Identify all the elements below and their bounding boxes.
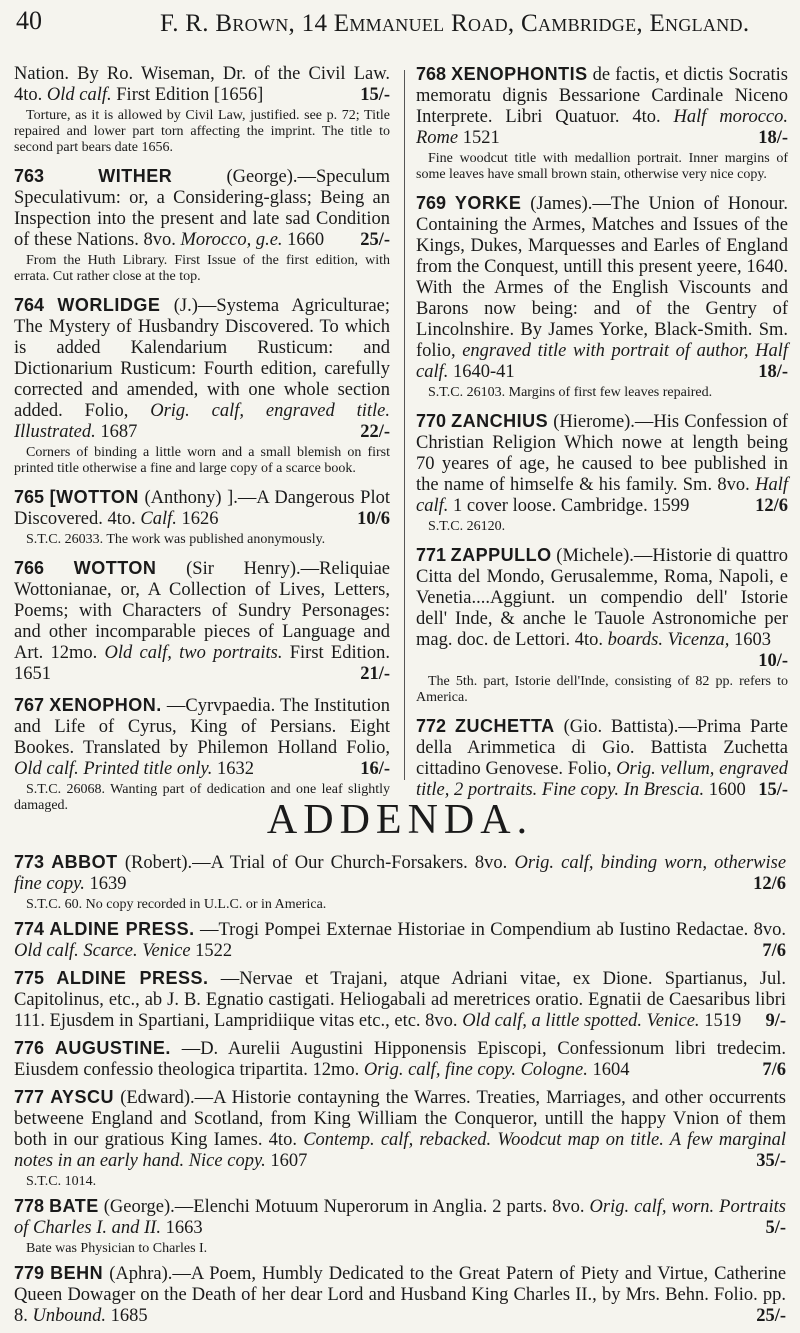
entry-date: 1600 xyxy=(708,780,746,800)
entry-author: [WOTTON xyxy=(49,487,139,507)
entry-author: WORLIDGE xyxy=(57,295,161,315)
entry-price: 25/- xyxy=(756,1306,786,1326)
entry-number: 768 xyxy=(416,64,447,84)
entry-price: 35/- xyxy=(756,1151,786,1171)
entry-title: (Edward).—A Historie contayning the Warres. Treaties, Marriages, and other occurrents betweene England and Scotland, from King William the Conqueror, untill the happy Vnion of them both in our gratious King Iames. 4to. xyxy=(14,1088,786,1150)
entry-title: de factis, et dictis Socratis memoratu dignis Bessarione Cardinale Niceno Interprete. Libri Quatuor. 4to. xyxy=(416,65,789,127)
entry-note: S.T.C. 26103. Margins of first few leaves repaired. xyxy=(428,385,713,400)
entry-author: ABBOT xyxy=(51,852,118,872)
entry-date: 1632 xyxy=(216,759,254,779)
entry-price: 12/6 xyxy=(755,496,788,516)
entry-note: Corners of binding a little worn and a small blemish on first printed title otherwise a fine and large copy of a scarce book. xyxy=(14,445,390,476)
entry-title: (Gio. Battista).—Prima Parte della Arimmetica di Gio. Battista Zuchetta cittadino Genovese. Folio, xyxy=(416,717,788,779)
entry-note: S.T.C. 26068. Wanting part of dedication and one leaf slightly damaged. xyxy=(14,782,390,813)
catalogue-entry xyxy=(14,487,390,548)
entry-title: —Trogi Pompei Externae Historiae in Compendium ab Iustino Redactae. 8vo. xyxy=(200,920,787,940)
entry-number: 778 xyxy=(14,1196,45,1216)
entry-date: 1660 xyxy=(287,230,325,250)
entry-note: Fine woodcut title with medallion portrait. Inner margins of some leaves have small brown stain, otherwise very nice copy. xyxy=(416,151,788,182)
entry-date: First Edition [1656] xyxy=(116,85,264,105)
entry-note: The 5th. part, Istorie dell'Inde, consisting of 82 pp. refers to America. xyxy=(416,674,788,705)
entry-binding: Orig. calf, binding worn, otherwise fine copy. xyxy=(14,853,787,894)
entry-number: 779 xyxy=(14,1263,45,1283)
entry-number: 764 xyxy=(14,295,45,315)
entry-number: 765 xyxy=(14,487,45,507)
entry-title: —Nervae et Trajani, atque Adriani vitae, ex Dione. Spartianus, Jul. Capitolinus, etc., ab J. B. Egnatio castigati. Heliogabali ad meretrices oratio. Egnatii de Caesaribus libri 111. Ejusdem in Spartiani, Lampridiique vitas etc., etc. 8vo. xyxy=(14,969,786,1031)
entry-author: WOTTON xyxy=(73,558,157,578)
entry-author: ALDINE PRESS. xyxy=(49,919,195,939)
entry-binding: Orig. vellum, engraved title, 2 portraits. Fine copy. In Brescia. xyxy=(416,759,788,800)
entry-price: 15/- xyxy=(360,85,390,105)
entry-binding: Unbound. xyxy=(32,1306,106,1326)
entry-binding: Old calf. xyxy=(46,85,112,105)
catalogue-entry xyxy=(14,166,390,285)
entry-title: (George).—Speculum Speculativum: or, a Considering-glass; Being an Inspection into the present and late sad Condition of these Nations. 8vo. xyxy=(14,167,390,250)
entry-title: (Robert).—A Trial of Our Church-Forsakers. 8vo. xyxy=(124,853,508,873)
entry-date: 1604 xyxy=(592,1060,630,1080)
running-head: F. R. Brown, 14 Emmanuel Road, Cambridge, England. xyxy=(160,10,750,37)
entry-number: 773 xyxy=(14,852,45,872)
entry-note: S.T.C. 1014. xyxy=(26,1174,97,1189)
entry-author: XENOPHON. xyxy=(49,695,162,715)
entry-author: YORKE xyxy=(454,193,522,213)
entry-price: 25/- xyxy=(360,230,390,250)
entry-note: S.T.C. 26120. xyxy=(428,519,506,534)
entry-date: 1522 xyxy=(195,941,233,961)
entry-date: First Edition. 1651 xyxy=(14,643,391,684)
entry-author: BEHN xyxy=(50,1263,104,1283)
entry-number: 771 xyxy=(416,545,447,565)
entry-author: ALDINE PRESS. xyxy=(56,968,209,988)
entry-title: (Anthony) ].—A Dangerous Plot Discovered. 4to. xyxy=(14,488,390,529)
entry-binding: Old calf, two portraits. xyxy=(104,643,283,663)
entry-title: (J.)—Systema Agriculturae; The Mystery of Husbandry Discovered. To which is added Kalendarium Rusticum: and Dictionarium Rusticum: Fourth edition, carefully corrected and amended, with one whole section added. Folio, xyxy=(14,296,391,421)
entry-price: 16/- xyxy=(360,759,390,779)
entry-note: S.T.C. 60. No copy recorded in U.L.C. or in America. xyxy=(26,897,327,912)
entry-date: 1 cover loose. Cambridge. 1599 xyxy=(453,496,690,516)
column-divider xyxy=(404,70,405,780)
entry-title: (Sir Henry).—Reliquiae Wottonianae, or, A Collection of Lives, Letters, Poems; with Characters of Sundry Personages: and other incomparable pieces of Language and Art. 12mo. xyxy=(14,559,391,663)
entry-note: S.T.C. 26033. The work was published anonymously. xyxy=(26,532,326,547)
catalogue-entry xyxy=(416,193,788,401)
entry-number: 766 xyxy=(14,558,45,578)
catalogue-entry xyxy=(14,1038,786,1081)
catalogue-entry xyxy=(14,1087,786,1190)
entry-binding: engraved title with portrait of author, Half calf. xyxy=(416,341,788,382)
entry-date: 1603 xyxy=(734,630,772,650)
page-number: 40 xyxy=(16,6,42,35)
page-header xyxy=(8,6,792,44)
catalogue-entry xyxy=(14,1196,786,1257)
entry-number: 776 xyxy=(14,1038,45,1058)
catalogue-entry xyxy=(14,919,786,962)
entry-date: 1607 xyxy=(270,1151,308,1171)
entry-title: (Aphra).—A Poem, Humbly Dedicated to the Great Patern of Piety and Virtue, Catherine Queen Dowager on the Death of her dear Lord and Husband King Charles II., by Mrs. Behn. Folio. pp. 8. xyxy=(14,1264,787,1326)
entry-date: 1640-41 xyxy=(453,362,515,382)
entry-binding: Contemp. calf, rebacked. Woodcut map on title. A few marginal notes in an early hand. Nice copy. xyxy=(14,1130,787,1171)
entry-price: 9/- xyxy=(765,1011,786,1031)
entry-price: 10/6 xyxy=(357,509,390,529)
entry-author: ZAPPULLO xyxy=(450,545,552,565)
entry-number: 775 xyxy=(14,968,45,988)
catalogue-entry xyxy=(416,64,788,183)
entry-date: 1626 xyxy=(181,509,219,529)
entry-date: 1685 xyxy=(110,1306,148,1326)
entry-title: Nation. By Ro. Wiseman, Dr. of the Civil Law. 4to. xyxy=(14,64,390,105)
entry-title: —D. Aurelii Augustini Hipponensis Episcopi, Confessionum libri tredecim. Eiusdem confessio theologica tripartita. 12mo. xyxy=(14,1039,787,1080)
entry-binding: Old calf, a little spotted. Venice. xyxy=(462,1011,700,1031)
entry-number: 770 xyxy=(416,411,447,431)
entry-date: 1639 xyxy=(89,874,127,894)
entry-number: 772 xyxy=(416,716,447,736)
entry-date: 1687 xyxy=(100,422,138,442)
entry-note: Bate was Physician to Charles I. xyxy=(26,1241,208,1256)
entry-author: AUGUSTINE. xyxy=(54,1038,171,1058)
entry-title: (Michele).—Historie di quattro Citta del Mondo, Gerusalemme, Roma, Napoli, e Venetia....Aggiunt. un compendio dell' Istorie dell' Inde, & anche le Tauole Astronomiche per mag. doc. de Lettori. 4to. xyxy=(416,546,788,650)
addenda-section xyxy=(14,852,786,1333)
entry-binding: Old calf. Scarce. Venice xyxy=(14,941,191,961)
entry-price: 15/- xyxy=(758,780,788,800)
entry-note: From the Huth Library. First Issue of the first edition, with errata. Cut rather close at the top. xyxy=(14,253,390,284)
entry-binding: Orig. calf, fine copy. Cologne. xyxy=(363,1060,588,1080)
entry-author: ZUCHETTA xyxy=(454,716,555,736)
entry-price: 7/6 xyxy=(762,1060,786,1080)
entry-price: 18/- xyxy=(758,128,788,148)
entry-binding: Orig. calf, engraved title. Illustrated. xyxy=(14,401,391,442)
entry-binding: boards. Vicenza, xyxy=(607,630,730,650)
catalogue-entry xyxy=(14,968,786,1032)
entry-author: WITHER xyxy=(98,166,173,186)
entry-note: Torture, as it is allowed by Civil Law, justified. see p. 72; Title repaired and lower part torn affecting the imprint. The title to second part bears date 1656. xyxy=(14,108,390,155)
entry-title: (Hierome).—His Confession of Christian Religion Which nowe at length being 70 yeares of age, he caused to bee published in the name of himselfe & his family. Sm. 8vo. xyxy=(416,412,789,495)
entry-author: BATE xyxy=(49,1196,99,1216)
entry-price: 5/- xyxy=(765,1218,786,1238)
catalogue-entry xyxy=(416,411,788,535)
entry-binding: Old calf. Printed title only. xyxy=(14,759,213,779)
catalogue-entry xyxy=(416,716,788,801)
catalogue-entry xyxy=(14,1263,786,1327)
entry-author: XENOPHONTIS xyxy=(451,64,588,84)
entry-number: 774 xyxy=(14,919,45,939)
entry-number: 767 xyxy=(14,695,45,715)
entry-binding: Orig. calf, worn. Portraits of Charles I. and II. xyxy=(14,1197,786,1238)
catalogue-entry xyxy=(14,295,390,477)
entry-author: AYSCU xyxy=(50,1087,115,1107)
entry-author: ZANCHIUS xyxy=(451,411,549,431)
entry-number: 763 xyxy=(14,166,45,186)
entry-binding: Half morocco. Rome xyxy=(416,107,788,148)
catalogue-entry xyxy=(14,558,390,685)
entry-title: —Cyrvpaedia. The Institution and Life of Cyrus, King of Persians. Eight Bookes. Translated by Philemon Holland Folio, xyxy=(14,696,391,758)
entry-price: 7/6 xyxy=(762,941,786,961)
entry-number: 777 xyxy=(14,1087,45,1107)
entry-date: 1663 xyxy=(165,1218,203,1238)
entry-price: 12/6 xyxy=(753,874,786,894)
catalogue-entry xyxy=(14,852,786,913)
entry-date: 1519 xyxy=(704,1011,742,1031)
entry-title: (George).—Elenchi Motuum Nuperorum in Anglia. 2 parts. 8vo. xyxy=(103,1197,585,1217)
entry-number: 769 xyxy=(416,193,447,213)
entry-binding: Half calf. xyxy=(416,475,788,516)
left-column xyxy=(14,64,390,824)
right-column xyxy=(416,64,788,811)
catalogue-entry xyxy=(14,64,390,156)
entry-binding: Morocco, g.e. xyxy=(180,230,283,250)
entry-price: 21/- xyxy=(360,664,390,684)
addenda-heading: ADDENDA. xyxy=(266,797,534,843)
entry-price: 18/- xyxy=(758,362,788,382)
entry-price: 22/- xyxy=(360,422,390,442)
catalogue-entry xyxy=(416,545,788,706)
entry-price: 10/- xyxy=(758,651,788,671)
entry-date: 1521 xyxy=(462,128,500,148)
entry-binding: Calf. xyxy=(140,509,177,529)
entry-title: (James).—The Union of Honour. Containing the Armes, Matches and Issues of the Kings, Dukes, Marquesses and Earles of England from the Conquest, untill this present yeere, 1640. With the Armes of the English Viscounts and Barons now being: and of the Gentry of Lincolnshire. By James Yorke, Black-Smith. Sm. folio, xyxy=(416,194,788,361)
